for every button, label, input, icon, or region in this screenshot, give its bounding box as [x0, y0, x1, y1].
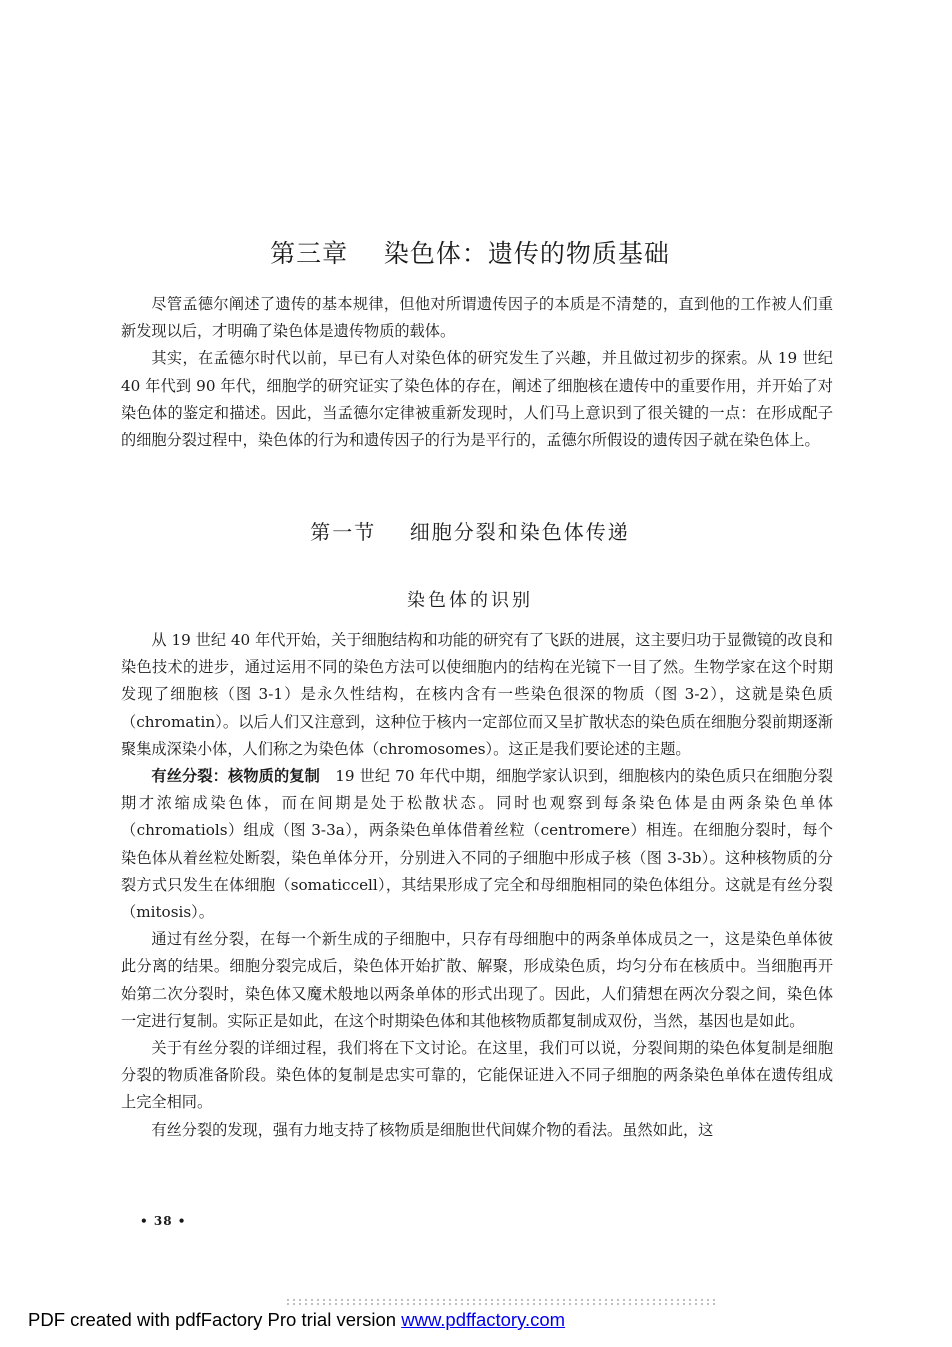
intro-text [121, 291, 833, 454]
footer-link[interactable]: www.pdffactory.com [401, 1309, 566, 1330]
body-paragraph-5: 有丝分裂的发现，强有力地支持了核物质是细胞世代间媒介物的看法。虽然如此，这 [151, 1120, 714, 1139]
scan-artifact-dots [285, 1298, 715, 1306]
body-paragraph-2-text: 19 世纪 70 年代中期，细胞学家认识到，细胞核内的染色质只在细胞分裂期才浓缩成染色体，而在间期是处于松散状态。同时也观察到每条染色体是由两条染色单体（chromatiols）组成（图 3-3a），两条染色单体借着丝粒（centromere）相连。在细胞分裂时，每个染色体从着丝粒处断裂，染色单体分开，分别进入不同的子细胞中形成子核（图 3-3b）。这种核物质的分裂方式只发生在体细胞（somaticcell），其结果形成了完全和母细胞相同的染色体组分。这就是有丝分裂（mitosis）。 [121, 767, 833, 922]
page-number: • 38 • [140, 1214, 187, 1228]
section-title: 第一节 细胞分裂和染色体传递 [310, 520, 630, 544]
body-paragraph-3: 通过有丝分裂，在每一个新生成的子细胞中，只存有母细胞中的两条单体成员之一，这是染色单体彼此分离的结果。细胞分裂完成后，染色体开始扩散、解聚，形成染色质，均匀分布在核质中。当细胞再开始第二次分裂时，染色体又魔术般地以两条单体的形式出现了。因此，人们猜想在两次分裂之间，染色体一定进行复制。实际正是如此，在这个时期染色体和其他核物质都复制成双份，当然，基因也是如此。 [121, 930, 833, 1030]
body-paragraph-1: 从 19 世纪 40 年代开始，关于细胞结构和功能的研究有了飞跃的进展，这主要归功于显微镜的改良和染色技术的进步，通过运用不同的染色方法可以使细胞内的结构在光镜下一目了然。生物学家在这个时期发现了细胞核（图 3-1）是永久性结构，在核内含有一些染色很深的物质（图 3-2），这就是染色质（chromatin）。以后人们又注意到，这种位于核内一定部位而又呈扩散状态的染色质在细胞分裂前期逐渐聚集成深染小体，人们称之为染色体（chromosomes）。这正是我们要论述的主题。 [121, 631, 833, 758]
intro-paragraph-1: 尽管孟德尔阐述了遗传的基本规律，但他对所谓遗传因子的本质是不清楚的，直到他的工作被人们重新发现以后，才明确了染色体是遗传物质的载体。 [121, 295, 833, 341]
body-paragraph-4: 关于有丝分裂的详细过程，我们将在下文讨论。在这里，我们可以说，分裂间期的染色体复制是细胞分裂的物质准备阶段。染色体的复制是忠实可靠的，它能保证进入不同子细胞的两条染色单体在遗传组成上完全相同。 [121, 1039, 833, 1112]
footer-text: PDF created with pdfFactory Pro trial version [28, 1309, 402, 1330]
chapter-title: 第三章 染色体：遗传的物质基础 [270, 239, 670, 268]
subsection-title: 染色体的识别 [407, 590, 533, 611]
intro-paragraph-2: 其实，在孟德尔时代以前，早已有人对染色体的研究发生了兴趣，并且做过初步的探索。从 19 世纪 40 年代到 90 年代，细胞学的研究证实了染色体的存在，阐述了细胞核在遗传中的重要作用，并开始了对染色体的鉴定和描述。因此，当孟德尔定律被重新发现时，人们马上意识到了很关键的一点：在形成配子的细胞分裂过程中，染色体的行为和遗传因子的行为是平行的，孟德尔所假设的遗传因子就在染色体上。 [121, 349, 833, 450]
run-in-heading: 有丝分裂：核物质的复制 [151, 767, 320, 786]
body-paragraph-2 [121, 763, 833, 926]
main-text [121, 627, 833, 1144]
pdf-footer [28, 1309, 565, 1331]
